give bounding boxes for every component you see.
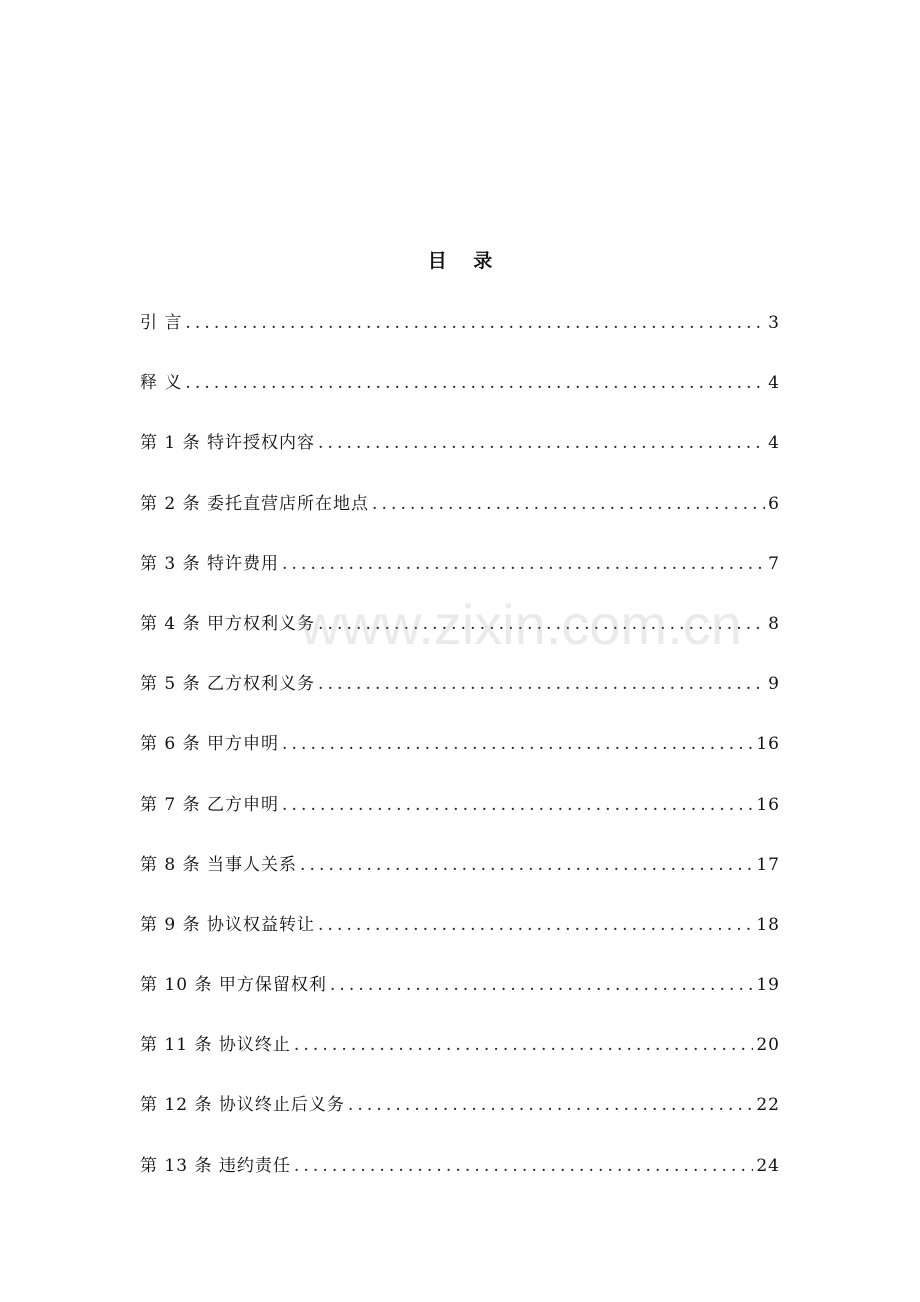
toc-entry-label: 第 9 条 协议权益转让 bbox=[140, 914, 316, 935]
toc-dot-leader bbox=[300, 852, 753, 878]
toc-dot-leader bbox=[282, 792, 753, 818]
toc-dot-leader bbox=[185, 310, 765, 336]
toc-entry-article-10[interactable] bbox=[140, 972, 780, 1032]
toc-entry-label: 第 1 条 特许授权内容 bbox=[140, 433, 316, 454]
toc-entry-page-number: 4 bbox=[768, 373, 780, 394]
toc-entry-page-number: 9 bbox=[768, 674, 780, 695]
toc-entry-page-number: 7 bbox=[768, 553, 780, 574]
toc-dot-leader bbox=[282, 731, 753, 757]
toc-entry-label: 第 10 条 甲方保留权利 bbox=[140, 975, 327, 996]
toc-entry-label: 第 8 条 当事人关系 bbox=[140, 854, 298, 875]
toc-entry-label: 第 6 条 甲方申明 bbox=[140, 734, 280, 755]
toc-entry-page-number: 22 bbox=[756, 1095, 780, 1116]
toc-entry-article-13[interactable] bbox=[140, 1153, 780, 1213]
toc-entry-article-2[interactable] bbox=[140, 491, 780, 551]
toc-entry-label: 第 3 条 特许费用 bbox=[140, 553, 280, 574]
toc-entry-article-4[interactable] bbox=[140, 611, 780, 671]
toc-entry-label: 第 12 条 协议终止后义务 bbox=[140, 1095, 345, 1116]
toc-dot-leader bbox=[318, 671, 765, 697]
toc-entry-article-1[interactable] bbox=[140, 430, 780, 490]
toc-dot-leader bbox=[282, 551, 765, 577]
toc-entry-page-number: 8 bbox=[768, 613, 780, 634]
toc-title: 目 录 bbox=[427, 250, 503, 272]
toc-entry-label: 第 5 条 乙方权利义务 bbox=[140, 674, 316, 695]
toc-entry-label: 第 7 条 乙方申明 bbox=[140, 794, 280, 815]
toc-entry-article-3[interactable] bbox=[140, 551, 780, 611]
toc-entry-page-number: 16 bbox=[756, 734, 780, 755]
toc-dot-leader bbox=[318, 430, 765, 456]
table-of-contents bbox=[140, 310, 780, 1213]
toc-entry-page-number: 24 bbox=[756, 1155, 780, 1176]
toc-dot-leader bbox=[330, 972, 754, 998]
toc-entry-label: 第 2 条 委托直营店所在地点 bbox=[140, 493, 370, 514]
toc-dot-leader bbox=[348, 1092, 754, 1118]
toc-entry-page-number: 19 bbox=[756, 975, 780, 996]
toc-entry-page-number: 4 bbox=[768, 433, 780, 454]
toc-dot-leader bbox=[318, 611, 765, 637]
toc-dot-leader bbox=[372, 491, 765, 517]
toc-entry-page-number: 18 bbox=[756, 914, 780, 935]
toc-entry-label: 释 义 bbox=[140, 373, 183, 394]
toc-dot-leader bbox=[294, 1032, 754, 1058]
toc-entry-label: 第 13 条 违约责任 bbox=[140, 1155, 291, 1176]
toc-entry-page-number: 20 bbox=[756, 1035, 780, 1056]
toc-entry-article-6[interactable] bbox=[140, 731, 780, 791]
toc-entry-article-8[interactable] bbox=[140, 852, 780, 912]
toc-entry-page-number: 17 bbox=[756, 854, 780, 875]
toc-entry-article-5[interactable] bbox=[140, 671, 780, 731]
toc-dot-leader bbox=[318, 912, 753, 938]
toc-entry-article-11[interactable] bbox=[140, 1032, 780, 1092]
toc-dot-leader bbox=[294, 1153, 754, 1179]
toc-dot-leader bbox=[185, 370, 765, 396]
toc-entry-article-12[interactable] bbox=[140, 1092, 780, 1152]
toc-entry-page-number: 6 bbox=[768, 493, 780, 514]
toc-entry-article-7[interactable] bbox=[140, 792, 780, 852]
toc-entry-article-9[interactable] bbox=[140, 912, 780, 972]
toc-entry-label: 第 11 条 协议终止 bbox=[140, 1035, 291, 1056]
toc-entry-page-number: 3 bbox=[768, 313, 780, 333]
toc-entry-label: 第 4 条 甲方权利义务 bbox=[140, 613, 316, 634]
toc-entry-page-number: 16 bbox=[756, 794, 780, 815]
watermark: www.zixin.com.cn bbox=[300, 593, 742, 656]
toc-entry-definitions[interactable] bbox=[140, 370, 780, 430]
toc-entry-label: 引 言 bbox=[140, 313, 183, 333]
toc-entry-introduction[interactable] bbox=[140, 310, 780, 370]
